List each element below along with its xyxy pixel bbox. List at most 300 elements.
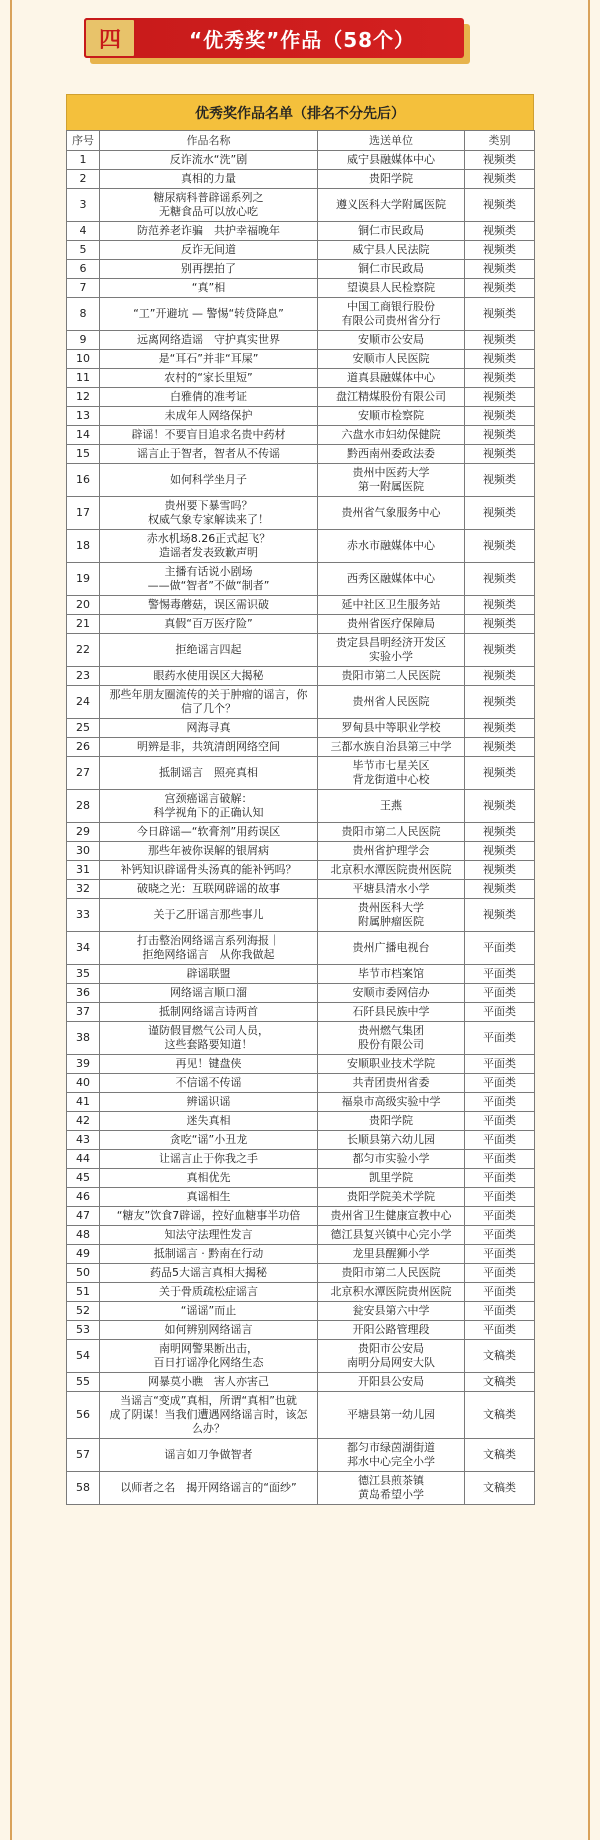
cell-unit: 凯里学院 bbox=[318, 1169, 465, 1188]
cell-unit: 安顺市人民医院 bbox=[318, 350, 465, 369]
cell-unit: 贵州省医疗保障局 bbox=[318, 615, 465, 634]
cell-no: 24 bbox=[67, 686, 100, 719]
cell-work: 糖尿病科普辟谣系列之 无糖食品可以放心吃 bbox=[100, 189, 318, 222]
cell-work: 辨谣识谣 bbox=[100, 1093, 318, 1112]
cell-work: 破晓之光：互联网辟谣的故事 bbox=[100, 880, 318, 899]
cell-unit: 安顺市检察院 bbox=[318, 407, 465, 426]
section-number: 四 bbox=[84, 18, 136, 58]
cell-work: “真”相 bbox=[100, 279, 318, 298]
cell-category: 平面类 bbox=[465, 1302, 535, 1321]
cell-no: 1 bbox=[67, 151, 100, 170]
cell-no: 47 bbox=[67, 1207, 100, 1226]
cell-unit: 北京积水潭医院贵州医院 bbox=[318, 861, 465, 880]
cell-no: 10 bbox=[67, 350, 100, 369]
cell-unit: 贵州省护理学会 bbox=[318, 842, 465, 861]
cell-no: 56 bbox=[67, 1392, 100, 1439]
table-row bbox=[67, 151, 535, 170]
cell-no: 17 bbox=[67, 497, 100, 530]
cell-category: 文稿类 bbox=[465, 1340, 535, 1373]
cell-work: 警惕毒蘑菇，误区需识破 bbox=[100, 596, 318, 615]
table-row bbox=[67, 790, 535, 823]
cell-work: 白雅倩的准考证 bbox=[100, 388, 318, 407]
table-row bbox=[67, 279, 535, 298]
cell-no: 19 bbox=[67, 563, 100, 596]
cell-no: 49 bbox=[67, 1245, 100, 1264]
cell-no: 5 bbox=[67, 241, 100, 260]
cell-category: 视频类 bbox=[465, 222, 535, 241]
cell-no: 14 bbox=[67, 426, 100, 445]
table-row bbox=[67, 1074, 535, 1093]
table-row bbox=[67, 170, 535, 189]
table-row bbox=[67, 298, 535, 331]
cell-work: 拒绝谣言四起 bbox=[100, 634, 318, 667]
cell-category: 平面类 bbox=[465, 1283, 535, 1302]
cell-work: 真假“百万医疗险” bbox=[100, 615, 318, 634]
cell-no: 29 bbox=[67, 823, 100, 842]
cell-unit: 开阳县公安局 bbox=[318, 1373, 465, 1392]
cell-no: 55 bbox=[67, 1373, 100, 1392]
cell-category: 平面类 bbox=[465, 1131, 535, 1150]
table-row bbox=[67, 1472, 535, 1505]
table-row bbox=[67, 222, 535, 241]
cell-work: 如何辨别网络谣言 bbox=[100, 1321, 318, 1340]
cell-category: 视频类 bbox=[465, 170, 535, 189]
section-title: “优秀奖”作品（58个） bbox=[188, 27, 416, 52]
table-row bbox=[67, 1169, 535, 1188]
cell-no: 39 bbox=[67, 1055, 100, 1074]
cell-unit: 三都水族自治县第三中学 bbox=[318, 738, 465, 757]
cell-no: 23 bbox=[67, 667, 100, 686]
cell-work: 关于乙肝谣言那些事儿 bbox=[100, 899, 318, 932]
table-row bbox=[67, 530, 535, 563]
table-row bbox=[67, 1439, 535, 1472]
cell-work: 农村的“家长里短” bbox=[100, 369, 318, 388]
table-row bbox=[67, 984, 535, 1003]
cell-no: 40 bbox=[67, 1074, 100, 1093]
cell-unit: 贵阳市第二人民医院 bbox=[318, 667, 465, 686]
cell-unit: 瓮安县第六中学 bbox=[318, 1302, 465, 1321]
cell-unit: 盘江精煤股份有限公司 bbox=[318, 388, 465, 407]
cell-no: 26 bbox=[67, 738, 100, 757]
cell-no: 57 bbox=[67, 1439, 100, 1472]
cell-work: 打击整治网络谣言系列海报｜ 拒绝网络谣言 从你我做起 bbox=[100, 932, 318, 965]
section-banner bbox=[84, 18, 472, 64]
cell-unit: 贵阳学院美术学院 bbox=[318, 1188, 465, 1207]
cell-category: 视频类 bbox=[465, 279, 535, 298]
cell-work: 主播有话说小剧场 ——做“智者”不做“制者” bbox=[100, 563, 318, 596]
table-row bbox=[67, 350, 535, 369]
cell-category: 视频类 bbox=[465, 861, 535, 880]
cell-work: 抵制谣言 · 黔南在行动 bbox=[100, 1245, 318, 1264]
table-row bbox=[67, 596, 535, 615]
cell-no: 25 bbox=[67, 719, 100, 738]
cell-category: 平面类 bbox=[465, 1055, 535, 1074]
cell-category: 平面类 bbox=[465, 1074, 535, 1093]
table-row bbox=[67, 464, 535, 497]
cell-no: 13 bbox=[67, 407, 100, 426]
cell-no: 6 bbox=[67, 260, 100, 279]
cell-work: 是“耳石”并非“耳屎” bbox=[100, 350, 318, 369]
cell-work: 远离网络造谣 守护真实世界 bbox=[100, 331, 318, 350]
cell-category: 平面类 bbox=[465, 1169, 535, 1188]
cell-work: 南明网警果断出击， 百日打谣净化网络生态 bbox=[100, 1340, 318, 1373]
cell-category: 视频类 bbox=[465, 596, 535, 615]
cell-work: 不信谣不传谣 bbox=[100, 1074, 318, 1093]
cell-category: 视频类 bbox=[465, 667, 535, 686]
cell-work: 反诈无间道 bbox=[100, 241, 318, 260]
header-no: 序号 bbox=[67, 131, 100, 151]
cell-unit: 贵定县昌明经济开发区 实验小学 bbox=[318, 634, 465, 667]
cell-work: 辟谣联盟 bbox=[100, 965, 318, 984]
cell-no: 52 bbox=[67, 1302, 100, 1321]
cell-category: 平面类 bbox=[465, 1188, 535, 1207]
cell-work: 贪吃“谣”小丑龙 bbox=[100, 1131, 318, 1150]
cell-category: 视频类 bbox=[465, 260, 535, 279]
cell-unit: 贵州中医药大学 第一附属医院 bbox=[318, 464, 465, 497]
cell-category: 平面类 bbox=[465, 1264, 535, 1283]
cell-unit: 开阳公路管理段 bbox=[318, 1321, 465, 1340]
cell-work: 迷失真相 bbox=[100, 1112, 318, 1131]
cell-category: 平面类 bbox=[465, 1003, 535, 1022]
cell-unit: 德江县煎茶镇 黄岛希望小学 bbox=[318, 1472, 465, 1505]
table-body bbox=[67, 151, 535, 1505]
header-unit: 选送单位 bbox=[318, 131, 465, 151]
cell-unit: 铜仁市民政局 bbox=[318, 260, 465, 279]
cell-work: 辟谣！不要盲目追求名贵中药材 bbox=[100, 426, 318, 445]
cell-unit: 威宁县人民法院 bbox=[318, 241, 465, 260]
cell-work: 抵制网络谣言诗两首 bbox=[100, 1003, 318, 1022]
cell-unit: 福泉市高级实验中学 bbox=[318, 1093, 465, 1112]
cell-unit: 贵州省气象服务中心 bbox=[318, 497, 465, 530]
cell-no: 2 bbox=[67, 170, 100, 189]
cell-work: 谨防假冒燃气公司人员， 这些套路要知道！ bbox=[100, 1022, 318, 1055]
table-row bbox=[67, 1283, 535, 1302]
table-row bbox=[67, 634, 535, 667]
cell-work: 以师者之名 揭开网络谣言的“面纱” bbox=[100, 1472, 318, 1505]
cell-unit: 铜仁市民政局 bbox=[318, 222, 465, 241]
table-row bbox=[67, 189, 535, 222]
cell-work: 如何科学坐月子 bbox=[100, 464, 318, 497]
cell-unit: 都匀市实验小学 bbox=[318, 1150, 465, 1169]
cell-work: 今日辟谣—“软膏剂”用药误区 bbox=[100, 823, 318, 842]
cell-no: 43 bbox=[67, 1131, 100, 1150]
table-row bbox=[67, 369, 535, 388]
cell-unit: 遵义医科大学附属医院 bbox=[318, 189, 465, 222]
cell-unit: 中国工商银行股份 有限公司贵州省分行 bbox=[318, 298, 465, 331]
table-row bbox=[67, 1340, 535, 1373]
cell-category: 平面类 bbox=[465, 932, 535, 965]
cell-work: 网络谣言顺口溜 bbox=[100, 984, 318, 1003]
cell-unit: 延中社区卫生服务站 bbox=[318, 596, 465, 615]
table-row bbox=[67, 1188, 535, 1207]
cell-unit: 安顺职业技术学院 bbox=[318, 1055, 465, 1074]
table-row bbox=[67, 445, 535, 464]
cell-unit: 王燕 bbox=[318, 790, 465, 823]
cell-work: 真相的力量 bbox=[100, 170, 318, 189]
table-row bbox=[67, 1150, 535, 1169]
cell-unit: 都匀市绿茵湖街道 邦水中心完全小学 bbox=[318, 1439, 465, 1472]
cell-unit: 毕节市档案馆 bbox=[318, 965, 465, 984]
cell-unit: 道真县融媒体中心 bbox=[318, 369, 465, 388]
cell-category: 视频类 bbox=[465, 241, 535, 260]
table-row bbox=[67, 1392, 535, 1439]
table-row bbox=[67, 899, 535, 932]
cell-no: 38 bbox=[67, 1022, 100, 1055]
cell-category: 视频类 bbox=[465, 189, 535, 222]
cell-unit: 石阡县民族中学 bbox=[318, 1003, 465, 1022]
cell-work: 再见！键盘侠 bbox=[100, 1055, 318, 1074]
cell-work: 真相优先 bbox=[100, 1169, 318, 1188]
cell-category: 平面类 bbox=[465, 984, 535, 1003]
cell-no: 4 bbox=[67, 222, 100, 241]
cell-unit: 共青团贵州省委 bbox=[318, 1074, 465, 1093]
cell-category: 视频类 bbox=[465, 738, 535, 757]
header-category: 类别 bbox=[465, 131, 535, 151]
cell-no: 58 bbox=[67, 1472, 100, 1505]
cell-work: 网海寻真 bbox=[100, 719, 318, 738]
table-row bbox=[67, 563, 535, 596]
cell-unit: 西秀区融媒体中心 bbox=[318, 563, 465, 596]
cell-unit: 贵州省卫生健康宣教中心 bbox=[318, 1207, 465, 1226]
cell-work: 关于骨质疏松症谣言 bbox=[100, 1283, 318, 1302]
cell-category: 视频类 bbox=[465, 445, 535, 464]
cell-category: 视频类 bbox=[465, 563, 535, 596]
cell-no: 31 bbox=[67, 861, 100, 880]
cell-unit: 贵州燃气集团 股份有限公司 bbox=[318, 1022, 465, 1055]
cell-unit: 龙里县醒狮小学 bbox=[318, 1245, 465, 1264]
cell-category: 视频类 bbox=[465, 842, 535, 861]
cell-category: 视频类 bbox=[465, 298, 535, 331]
table-row bbox=[67, 1245, 535, 1264]
cell-work: 让谣言止于你我之手 bbox=[100, 1150, 318, 1169]
table-row bbox=[67, 823, 535, 842]
cell-unit: 罗甸县中等职业学校 bbox=[318, 719, 465, 738]
cell-no: 44 bbox=[67, 1150, 100, 1169]
cell-unit: 贵阳市第二人民医院 bbox=[318, 823, 465, 842]
cell-category: 视频类 bbox=[465, 426, 535, 445]
cell-no: 7 bbox=[67, 279, 100, 298]
award-table-container bbox=[66, 94, 534, 1505]
cell-work: “工”开避坑 — 警惕“转贷降息” bbox=[100, 298, 318, 331]
cell-unit: 黔西南州委政法委 bbox=[318, 445, 465, 464]
cell-category: 文稿类 bbox=[465, 1439, 535, 1472]
cell-work: “糖友”饮食7辟谣，控好血糖事半功倍 bbox=[100, 1207, 318, 1226]
cell-no: 22 bbox=[67, 634, 100, 667]
cell-no: 27 bbox=[67, 757, 100, 790]
cell-no: 53 bbox=[67, 1321, 100, 1340]
cell-category: 视频类 bbox=[465, 757, 535, 790]
cell-no: 48 bbox=[67, 1226, 100, 1245]
table-row bbox=[67, 615, 535, 634]
cell-no: 54 bbox=[67, 1340, 100, 1373]
cell-unit: 威宁县融媒体中心 bbox=[318, 151, 465, 170]
cell-no: 32 bbox=[67, 880, 100, 899]
table-row bbox=[67, 1022, 535, 1055]
cell-category: 平面类 bbox=[465, 1022, 535, 1055]
cell-no: 12 bbox=[67, 388, 100, 407]
cell-work: 那些年被你误解的银屑病 bbox=[100, 842, 318, 861]
table-row bbox=[67, 880, 535, 899]
header-work: 作品名称 bbox=[100, 131, 318, 151]
cell-category: 平面类 bbox=[465, 965, 535, 984]
table-row bbox=[67, 241, 535, 260]
table-row bbox=[67, 388, 535, 407]
cell-work: 明辨是非，共筑清朗网络空间 bbox=[100, 738, 318, 757]
banner-background bbox=[84, 18, 464, 58]
cell-category: 文稿类 bbox=[465, 1373, 535, 1392]
cell-category: 视频类 bbox=[465, 899, 535, 932]
table-row bbox=[67, 1055, 535, 1074]
cell-category: 文稿类 bbox=[465, 1472, 535, 1505]
table-row bbox=[67, 965, 535, 984]
cell-no: 15 bbox=[67, 445, 100, 464]
cell-category: 视频类 bbox=[465, 686, 535, 719]
cell-no: 16 bbox=[67, 464, 100, 497]
cell-category: 视频类 bbox=[465, 497, 535, 530]
cell-category: 文稿类 bbox=[465, 1392, 535, 1439]
cell-category: 视频类 bbox=[465, 388, 535, 407]
table-row bbox=[67, 1112, 535, 1131]
cell-no: 33 bbox=[67, 899, 100, 932]
cell-no: 50 bbox=[67, 1264, 100, 1283]
cell-category: 视频类 bbox=[465, 719, 535, 738]
cell-work: 知法守法理性发言 bbox=[100, 1226, 318, 1245]
cell-unit: 贵州医科大学 附属肿瘤医院 bbox=[318, 899, 465, 932]
table-row bbox=[67, 686, 535, 719]
cell-no: 42 bbox=[67, 1112, 100, 1131]
cell-category: 视频类 bbox=[465, 151, 535, 170]
cell-category: 平面类 bbox=[465, 1112, 535, 1131]
table-header-row bbox=[67, 131, 535, 151]
cell-no: 51 bbox=[67, 1283, 100, 1302]
left-border-line bbox=[10, 0, 12, 1840]
cell-category: 平面类 bbox=[465, 1093, 535, 1112]
table-row bbox=[67, 1003, 535, 1022]
cell-category: 视频类 bbox=[465, 880, 535, 899]
table-row bbox=[67, 1264, 535, 1283]
cell-no: 46 bbox=[67, 1188, 100, 1207]
table-row bbox=[67, 932, 535, 965]
cell-work: 宫颈癌谣言破解： 科学视角下的正确认知 bbox=[100, 790, 318, 823]
cell-work: 谣言如刀争做智者 bbox=[100, 1439, 318, 1472]
cell-unit: 安顺市公安局 bbox=[318, 331, 465, 350]
cell-unit: 德江县复兴镇中心完小学 bbox=[318, 1226, 465, 1245]
cell-unit: 贵州省人民医院 bbox=[318, 686, 465, 719]
cell-unit: 贵阳市第二人民医院 bbox=[318, 1264, 465, 1283]
cell-no: 45 bbox=[67, 1169, 100, 1188]
cell-unit: 长顺县第六幼儿园 bbox=[318, 1131, 465, 1150]
cell-unit: 北京积水潭医院贵州医院 bbox=[318, 1283, 465, 1302]
cell-work: 真谣相生 bbox=[100, 1188, 318, 1207]
cell-category: 视频类 bbox=[465, 464, 535, 497]
cell-no: 3 bbox=[67, 189, 100, 222]
table-row bbox=[67, 331, 535, 350]
cell-work: 药品5大谣言真相大揭秘 bbox=[100, 1264, 318, 1283]
cell-no: 9 bbox=[67, 331, 100, 350]
award-table bbox=[66, 130, 535, 1505]
cell-unit: 平塘县清水小学 bbox=[318, 880, 465, 899]
cell-category: 视频类 bbox=[465, 530, 535, 563]
table-row bbox=[67, 1093, 535, 1112]
cell-unit: 贵阳学院 bbox=[318, 1112, 465, 1131]
cell-category: 视频类 bbox=[465, 790, 535, 823]
table-row bbox=[67, 667, 535, 686]
cell-category: 平面类 bbox=[465, 1226, 535, 1245]
cell-category: 平面类 bbox=[465, 1245, 535, 1264]
cell-work: 那些年朋友圈流传的关于肿瘤的谣言，你 信了几个？ bbox=[100, 686, 318, 719]
cell-no: 11 bbox=[67, 369, 100, 388]
cell-work: 谣言止于智者，智者从不传谣 bbox=[100, 445, 318, 464]
table-row bbox=[67, 1302, 535, 1321]
cell-work: 防范养老诈骗 共护幸福晚年 bbox=[100, 222, 318, 241]
cell-no: 41 bbox=[67, 1093, 100, 1112]
cell-category: 平面类 bbox=[465, 1207, 535, 1226]
cell-work: 补钙知识辟谣骨头汤真的能补钙吗？ bbox=[100, 861, 318, 880]
cell-work: 网暴莫小瞧 害人亦害己 bbox=[100, 1373, 318, 1392]
table-row bbox=[67, 842, 535, 861]
cell-unit: 贵阳学院 bbox=[318, 170, 465, 189]
cell-work: “谣谣”而止 bbox=[100, 1302, 318, 1321]
cell-no: 35 bbox=[67, 965, 100, 984]
table-row bbox=[67, 260, 535, 279]
table-row bbox=[67, 426, 535, 445]
right-border-line bbox=[588, 0, 590, 1840]
table-row bbox=[67, 738, 535, 757]
table-row bbox=[67, 1373, 535, 1392]
table-row bbox=[67, 1321, 535, 1340]
table-row bbox=[67, 407, 535, 426]
cell-category: 视频类 bbox=[465, 350, 535, 369]
cell-unit: 安顺市委网信办 bbox=[318, 984, 465, 1003]
cell-unit: 贵州广播电视台 bbox=[318, 932, 465, 965]
cell-no: 36 bbox=[67, 984, 100, 1003]
cell-work: 眼药水使用误区大揭秘 bbox=[100, 667, 318, 686]
table-row bbox=[67, 1207, 535, 1226]
cell-work: 反诈流水“洗”剧 bbox=[100, 151, 318, 170]
cell-unit: 平塘县第一幼儿园 bbox=[318, 1392, 465, 1439]
table-row bbox=[67, 1226, 535, 1245]
table-row bbox=[67, 861, 535, 880]
cell-no: 28 bbox=[67, 790, 100, 823]
table-title: 优秀奖作品名单（排名不分先后） bbox=[66, 94, 534, 130]
cell-work: 赤水机场8.26正式起飞？ 造谣者发表致歉声明 bbox=[100, 530, 318, 563]
cell-unit: 赤水市融媒体中心 bbox=[318, 530, 465, 563]
cell-work: 贵州要下暴雪吗？ 权威气象专家解读来了！ bbox=[100, 497, 318, 530]
cell-category: 视频类 bbox=[465, 369, 535, 388]
cell-no: 21 bbox=[67, 615, 100, 634]
cell-category: 平面类 bbox=[465, 1321, 535, 1340]
cell-unit: 贵阳市公安局 南明分局网安大队 bbox=[318, 1340, 465, 1373]
cell-work: 抵制谣言 照亮真相 bbox=[100, 757, 318, 790]
cell-category: 视频类 bbox=[465, 823, 535, 842]
table-row bbox=[67, 719, 535, 738]
cell-unit: 毕节市七星关区 背龙街道中心校 bbox=[318, 757, 465, 790]
table-row bbox=[67, 1131, 535, 1150]
cell-unit: 望谟县人民检察院 bbox=[318, 279, 465, 298]
cell-category: 视频类 bbox=[465, 331, 535, 350]
cell-category: 视频类 bbox=[465, 634, 535, 667]
cell-unit: 六盘水市妇幼保健院 bbox=[318, 426, 465, 445]
table-row bbox=[67, 497, 535, 530]
cell-no: 20 bbox=[67, 596, 100, 615]
cell-no: 18 bbox=[67, 530, 100, 563]
cell-category: 视频类 bbox=[465, 615, 535, 634]
cell-no: 30 bbox=[67, 842, 100, 861]
cell-work: 当谣言“变成”真相，所谓“真相”也就 成了阴谋！当我们遭遇网络谣言时，该怎 么办？ bbox=[100, 1392, 318, 1439]
cell-no: 34 bbox=[67, 932, 100, 965]
cell-work: 未成年人网络保护 bbox=[100, 407, 318, 426]
cell-category: 平面类 bbox=[465, 1150, 535, 1169]
